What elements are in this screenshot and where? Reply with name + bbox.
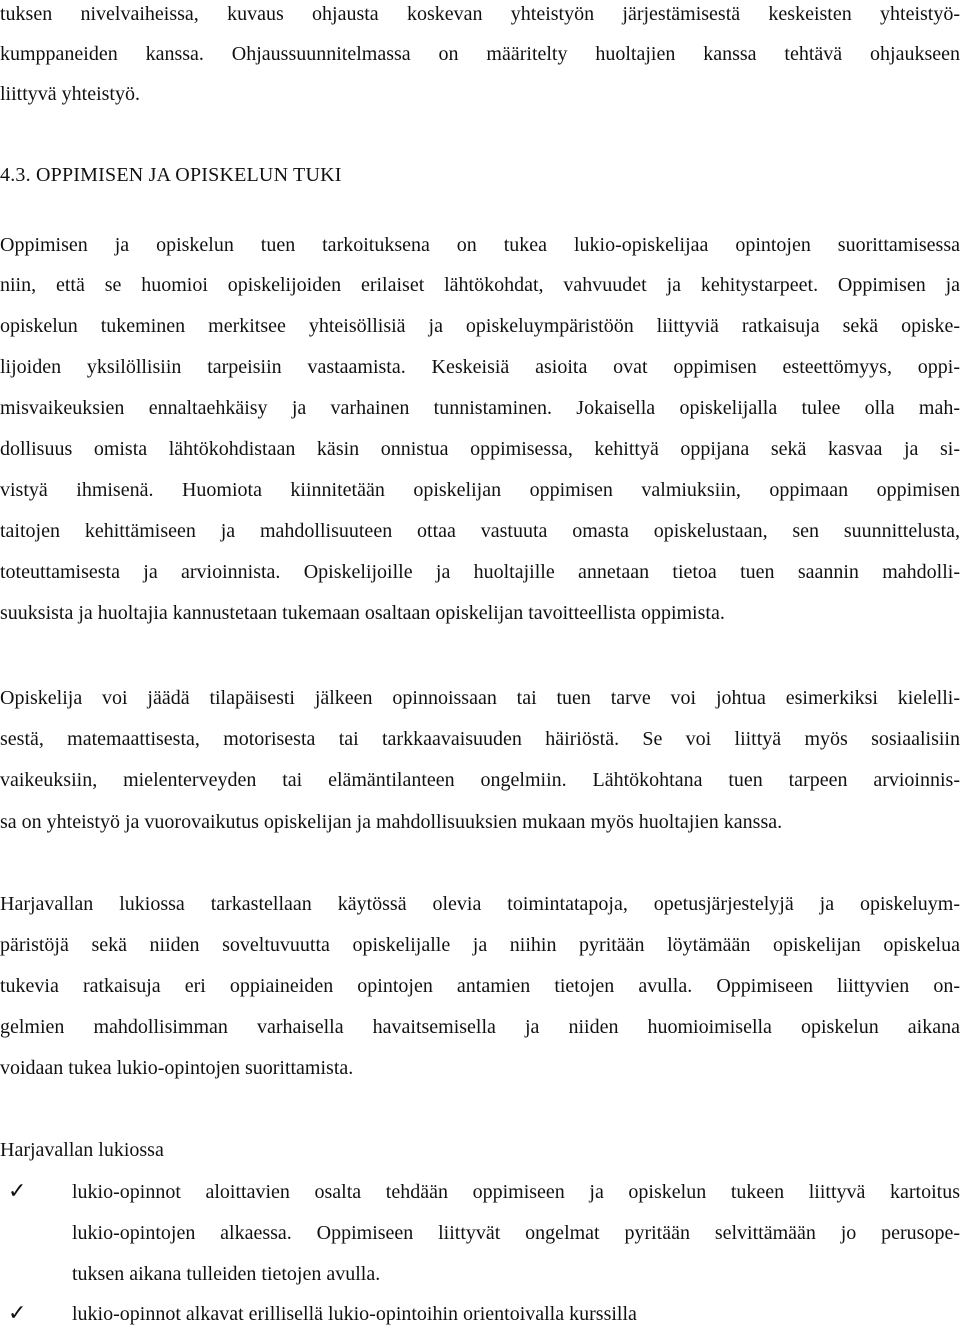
text-line: Oppimisen ja opiskelun tuen tarkoituksena on tukea lukio-opiskelijaa opintojen suorittamisessa — [0, 234, 960, 256]
text-line: lukio-opintojen alkaessa. Oppimiseen liittyvät ongelmat pyritään selvittämään jo perusope- — [72, 1222, 960, 1244]
text-line: lukio-opinnot aloittavien osalta tehdään oppimiseen ja opiskelun tukeen liittyvä kartoitus — [72, 1181, 960, 1203]
checkmark-icon: ✓ — [8, 1301, 27, 1326]
text-line: lukio-opinnot alkavat erillisellä lukio-opintoihin orientoivalla kurssilla — [72, 1303, 637, 1325]
text-line: liittyvä yhteistyö. — [0, 83, 140, 105]
text-line: toteuttamisesta ja arvioinnista. Opiskelijoille ja huoltajille annetaan tietoa tuen saannin mahdolli- — [0, 561, 960, 583]
text-line: suuksista ja huoltajia kannustetaan tukemaan osaltaan opiskelijan tavoitteellista oppimista. — [0, 602, 725, 624]
text-line: misvaikeuksien ennaltaehkäisy ja varhainen tunnistaminen. Jokaisella opiskelijalla tulee olla mah- — [0, 397, 960, 419]
list-intro: Harjavallan lukiossa — [0, 1139, 164, 1161]
text-line: lijoiden yksilöllisiin tarpeisiin vastaamista. Keskeisiä asioita ovat oppimisen esteettömyys, oppi- — [0, 356, 960, 378]
text-line: sestä, matemaattisesta, motorisesta tai tarkkaavaisuuden häiriöstä. Se voi liittyä myös sosiaalisiin — [0, 728, 960, 750]
text-line: Harjavallan lukiossa tarkastellaan käytössä olevia toimintatapoja, opetusjärjestelyjä ja opiskeluym- — [0, 893, 960, 915]
text-line: vaikeuksiin, mielenterveyden tai elämäntilanteen ongelmiin. Lähtökohtana tuen tarpeen arvioinnis- — [0, 769, 960, 791]
text-line: kumppaneiden kanssa. Ohjaussuunnitelmassa on määritelty huoltajien kanssa tehtävä ohjaukseen — [0, 43, 960, 65]
section-heading: 4.3. OPPIMISEN JA OPISKELUN TUKI — [0, 164, 342, 186]
text-line: voidaan tukea lukio-opintojen suorittamista. — [0, 1057, 354, 1079]
text-line: tuksen aikana tulleiden tietojen avulla. — [72, 1263, 381, 1285]
text-line: tuksen nivelvaiheissa, kuvaus ohjausta koskevan yhteistyön järjestämisestä keskeisten yhteistyö- — [0, 3, 960, 25]
text-line: tukevia ratkaisuja eri oppiaineiden opintojen antamien tietojen avulla. Oppimiseen liittyvien on- — [0, 975, 960, 997]
text-line: gelmien mahdollisimman varhaisella havaitsemisella ja niiden huomioimisella opiskelun aikana — [0, 1016, 960, 1038]
text-line: opiskelun tukeminen merkitsee yhteisöllisiä ja opiskeluympäristöön liittyviä ratkaisuja sekä opiske- — [0, 315, 960, 337]
text-line: niin, että se huomioi opiskelijoiden erilaiset lähtökohdat, vahvuudet ja kehitystarpeet. Oppimisen ja — [0, 274, 960, 296]
checkmark-icon: ✓ — [8, 1179, 27, 1204]
text-line: dollisuus omista lähtökohdistaan käsin onnistua oppimisessa, kehittyä oppijana sekä kasvaa ja si- — [0, 438, 960, 460]
text-line: taitojen kehittämiseen ja mahdollisuuteen ottaa vastuuta omasta opiskelustaan, sen suunnittelusta, — [0, 520, 960, 542]
text-line: päristöjä sekä niiden soveltuvuutta opiskelijalle ja niihin pyritään löytämään opiskelijan opiskelua — [0, 934, 960, 956]
text-line: vistyä ihmisenä. Huomiota kiinnitetään opiskelijan oppimisen valmiuksiin, oppimaan oppimisen — [0, 479, 960, 501]
text-line: sa on yhteistyö ja vuorovaikutus opiskelijan ja mahdollisuuksien mukaan myös huoltajien kanssa. — [0, 811, 783, 833]
text-line: Opiskelija voi jäädä tilapäisesti jälkeen opinnoissaan tai tuen tarve voi johtua esimerkiksi kielelli- — [0, 687, 960, 709]
